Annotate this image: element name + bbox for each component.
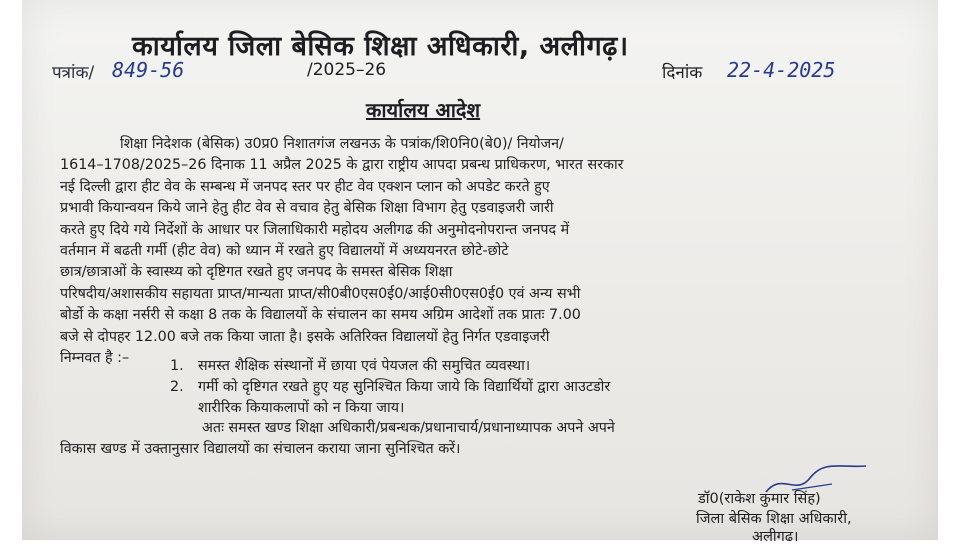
reference-label: पत्रांक/	[52, 63, 95, 83]
signatory-name: डॉ0(राकेश कुमार सिंह)	[698, 491, 821, 507]
reference-year: /2025–26	[307, 60, 387, 80]
signatory-place: अलीगढ।	[752, 529, 799, 545]
list-item	[170, 377, 610, 398]
body-line: बोर्डो के कक्षा नर्सरी से कक्षा 8 तक के विद्यालयों के संचालन का समय अग्रिम आदेशों तक प्रातः 7.00	[60, 307, 581, 324]
date-label: दिनांक	[662, 63, 703, 83]
body-line: शिक्षा निदेशक (बेसिक) उ0प्र0 निशातगंज लखनऊ के पत्रांक/शि0नि0(बे0)/ नियोजन/	[120, 136, 564, 152]
document-page	[22, 0, 938, 545]
list-item-continuation	[170, 398, 610, 419]
body-line: 1614–1708/2025–26 दिनाक 11 अप्रैल 2025 के द्वारा राष्ट्रीय आपदा प्रबन्ध प्राधिकरण, भारत सरकार	[60, 157, 624, 174]
signatory-designation: जिला बेसिक शिक्षा अधिकारी,	[696, 511, 852, 527]
body-line: परिषदीय/अशासकीय सहायता प्राप्त/मान्यता प्राप्त/सी0बी0एस0ई0/आई0सी0एस0ई0 एवं अन्य सभी	[60, 285, 581, 302]
body-line: प्रभावी कियान्वयन किये जाने हेतु हीट वेव से वचाव हेतु बेसिक शिक्षा विभाग हेतु एडवाइजरी जारी	[60, 200, 554, 217]
order-title: कार्यालय आदेश	[366, 98, 481, 122]
closing-line: विकास खण्ड में उक्तानुसार विद्यालयों का संचालन कराया जाना सुनिश्चित करें।	[60, 441, 461, 457]
reference-number-handwritten: 849-56	[112, 58, 185, 82]
list-number: 1.	[170, 358, 184, 374]
list-number: 2.	[170, 379, 184, 395]
date-handwritten: 22-4-2025	[727, 58, 836, 82]
list-text: समस्त शैक्षिक संस्थानों में छाया एवं पेयजल की समुचित व्यवस्था।	[198, 358, 531, 374]
body-line: बजे से दोपहर 12.00 बजे तक किया जाता है। इसके अतिरिक्त विद्यालयों हेतु निर्गत एडवाइजरी	[60, 328, 550, 345]
body-line: करते हुए दिये गये निर्देशों के आधार पर जिलाधिकारी महोदय अलीगढ की अनुमोदनोपरान्त जनपद में	[60, 221, 570, 238]
closing-paragraph	[60, 418, 615, 460]
order-body	[60, 134, 940, 369]
list-item	[170, 356, 610, 377]
body-line: नई दिल्ली द्वारा हीट वेव के सम्बन्ध में जनपद स्तर पर हीट वेव एक्शन प्लान को अपडेट करते हुए	[60, 178, 550, 195]
advisory-list	[170, 356, 610, 419]
list-text: शारीरिक कियाकलापों को न किया जाय।	[198, 400, 405, 416]
body-line: निम्नवत है :–	[60, 350, 130, 367]
closing-line: अतः समस्त खण्ड शिक्षा अधिकारी/प्रबन्धक/प्रधानाचार्य/प्रधानाध्यापक अपने अपने	[202, 420, 615, 436]
body-line: छात्र/छात्राओं के स्वास्थ्य को दृष्टिगत रखते हुए जनपद के समस्त बेसिक शिक्षा	[60, 264, 453, 281]
office-heading: कार्यालय जिला बेसिक शिक्षा अधिकारी, अलीगढ़।	[132, 31, 629, 62]
list-text: गर्मी को दृष्टिगत रखते हुए यह सुनिश्चित किया जाये कि विद्यार्थियों द्वारा आउटडोर	[198, 379, 611, 395]
body-line: वर्तमान में बढती गर्मी (हीट वेव) को ध्यान में रखते हुए विद्यालयों में अध्ययनरत छोटे-छोटे	[60, 243, 509, 260]
